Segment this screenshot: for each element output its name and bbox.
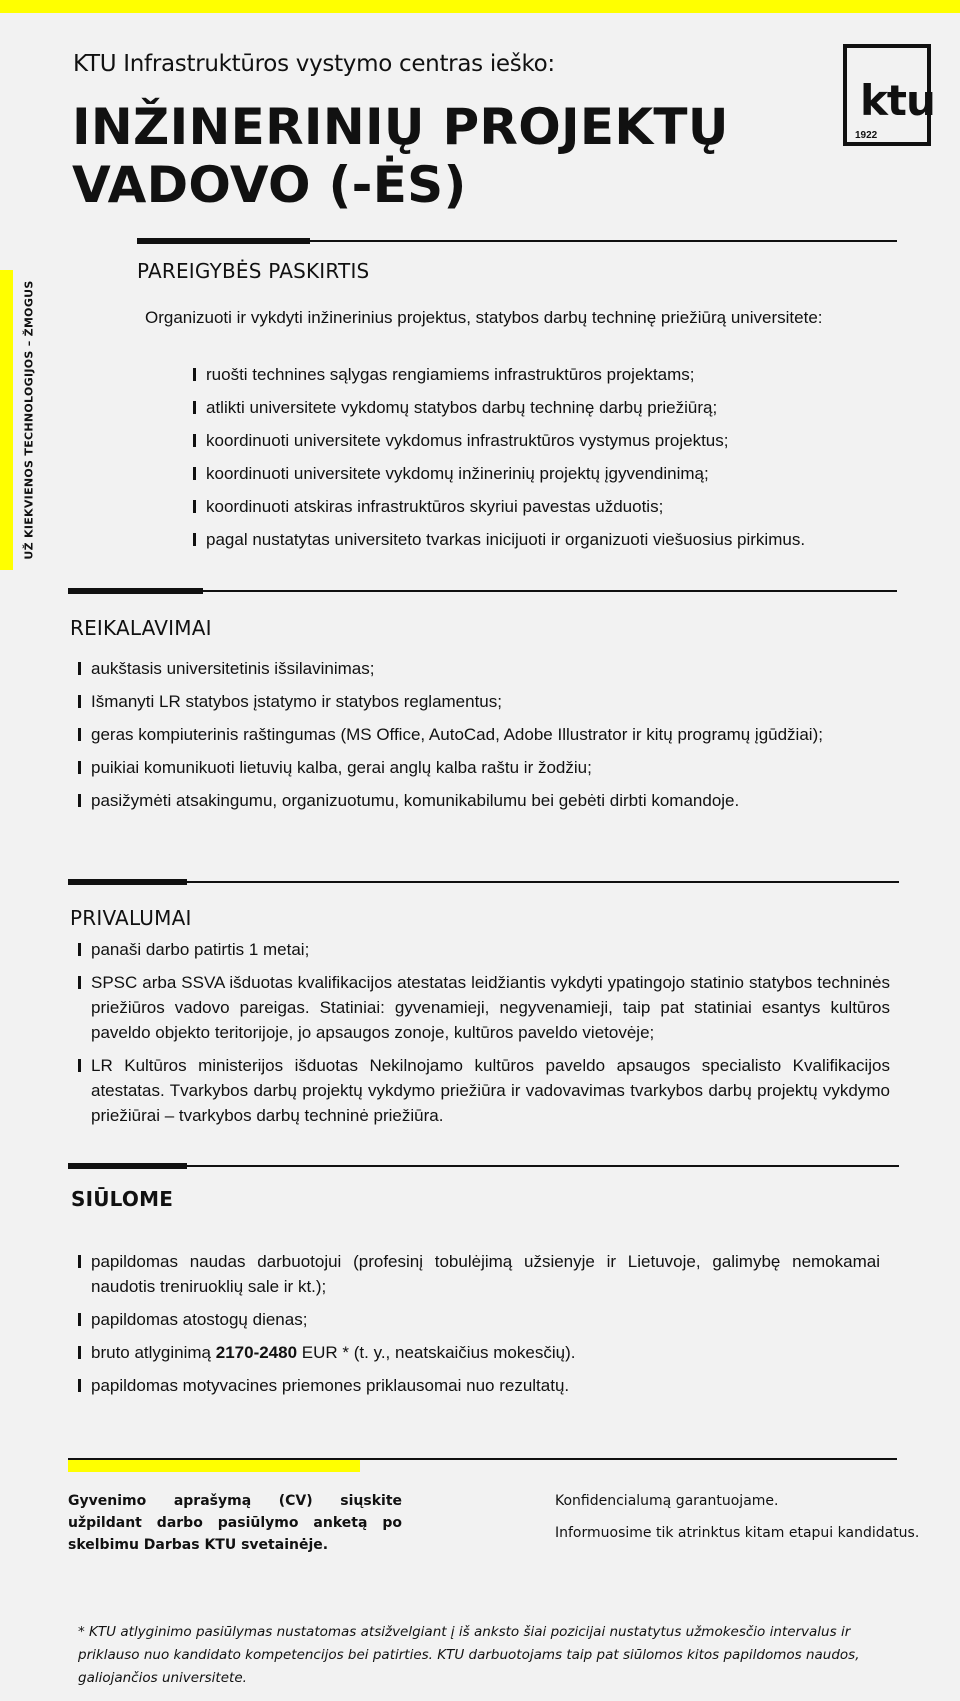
ktu-logo [843, 44, 935, 146]
duties-list [193, 362, 913, 560]
offer-heading: SIŪLOME [71, 1187, 174, 1211]
page-title [72, 98, 729, 214]
list-item: koordinuoti universitete vykdomus infrastruktūros vystymus projektus; [193, 428, 913, 453]
list-item: aukštasis universitetinis išsilavinimas; [78, 656, 880, 681]
salary-footnote: * KTU atlyginimo pasiūlymas nustatomas atsižvelgiant į iš anksto šiai pozicijai nustatytus užmokesčio intervalus ir priklauso nuo kandidato kompetencijos bei patirties. KTU darbuotojams taip pat siūlomos kitos papildomos naudos, galiojančios universitete. [78, 1624, 860, 1686]
list-item: papildomas atostogų dienas; [78, 1307, 880, 1332]
header-subtitle: KTU Infrastruktūros vystymo centras ieško: [73, 51, 555, 77]
logo-text: ktu [860, 76, 935, 125]
application-instructions: Gyvenimo aprašymą (CV) siųskite užpildant darbo pasiūlymo anketą po skelbimu Darbas KTU svetainėje. [68, 1493, 402, 1553]
section-divider [68, 1165, 899, 1167]
list-item: papildomas motyvacines priemones priklausomai nuo rezultatų. [78, 1373, 880, 1398]
top-accent-bar [0, 0, 960, 13]
confidentiality-note: Konfidencialumą garantuojame. [555, 1493, 779, 1509]
side-accent-bar [0, 270, 13, 570]
selection-note: Informuosime tik atrinktus kitam etapui kandidatus. [555, 1525, 920, 1541]
advantages-heading: PRIVALUMAI [70, 906, 192, 930]
list-item: koordinuoti universitete vykdomų inžinerinių projektų įgyvendinimą; [193, 461, 913, 486]
list-item: ruošti technines sąlygas rengiamiems infrastruktūros projektams; [193, 362, 913, 387]
list-item: papildomas naudas darbuotojui (profesinį tobulėjimą užsienyje ir Lietuvoje, galimybę nemokamai naudotis treniruoklių sale ir kt.); [78, 1249, 880, 1299]
list-item: pagal nustatytas universiteto tvarkas inicijuoti ir organizuoti viešuosius pirkimus. [193, 527, 913, 552]
section-divider [137, 240, 897, 242]
duties-intro: Organizuoti ir vykdyti inžinerinius projektus, statybos darbų techninę priežiūrą universitete: [145, 308, 823, 327]
duties-heading: PAREIGYBĖS PASKIRTIS [137, 259, 370, 283]
footer-notes [555, 1490, 935, 1554]
list-item: bruto atlyginimą 2170-2480 EUR * (t. y., neatskaičius mokesčių). [78, 1340, 880, 1365]
list-item: geras kompiuterinis raštingumas (MS Office, AutoCad, Adobe Illustrator ir kitų programų įgūdžiai); [78, 722, 880, 747]
section-divider [68, 881, 899, 883]
list-item: Išmanyti LR statybos įstatymo ir statybos reglamentus; [78, 689, 880, 714]
title-line-1: INŽINERINIŲ PROJEKTŲ [72, 98, 729, 156]
salary-range: 2170-2480 [215, 1343, 298, 1362]
requirements-heading: REIKALAVIMAI [70, 616, 212, 640]
list-item: SPSC arba SSVA išduotas kvalifikacijos atestatas leidžiantis vykdyti ypatingojo statinio statybos techninės priežiūros vadovo pareigas. Statiniai: gyvenamieji, negyvenamieji, taip pat statiniai esantys kultūros paveldo objekto teritorijoje, jo apsaugos zonoje, kultūros paveldo vietovėje; [78, 970, 890, 1045]
list-item: LR Kultūros ministerijos išduotas Nekilnojamo kultūros paveldo apsaugos specialisto Kvalifikacijos atestatas. Tvarkybos darbų projektų vykdymo priežiūra ir vadovavimas tvarkybos darbų projektų vykdymo priežiūrai – tvarkybos darbų techninė priežiūra. [78, 1053, 890, 1128]
logo-year: 1922 [855, 130, 878, 141]
requirements-list [78, 656, 880, 821]
list-item: puikiai komunikuoti lietuvių kalba, gerai anglų kalba raštu ir žodžiu; [78, 755, 880, 780]
list-item: panaši darbo patirtis 1 metai; [78, 937, 890, 962]
title-line-2: VADOVO (-ĖS) [72, 156, 467, 214]
advantages-list [78, 937, 890, 1136]
list-item: pasižymėti atsakingumu, organizuotumu, komunikabilumu bei gebėti dirbti komandoje. [78, 788, 880, 813]
section-divider [68, 590, 897, 592]
footer-accent-bar [68, 1460, 360, 1472]
side-slogan-text: UŽ KIEKVIENOS TECHNOLOGIJOS – ŽMOGUS [22, 280, 36, 560]
list-item: koordinuoti atskiras infrastruktūros skyriui pavestas užduotis; [193, 494, 913, 519]
list-item: atlikti universitete vykdomų statybos darbų techninę darbų priežiūrą; [193, 395, 913, 420]
offer-list [78, 1249, 880, 1406]
